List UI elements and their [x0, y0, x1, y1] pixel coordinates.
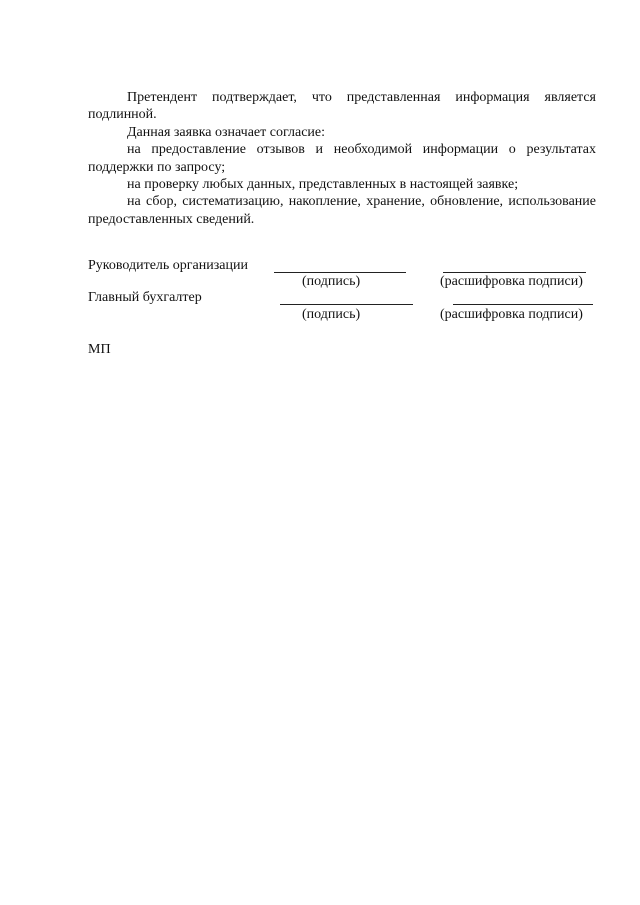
- decoding-caption-accountant: (расшифровка подписи): [440, 307, 583, 322]
- paragraph-consent-intro: Данная заявка означает согласие:: [127, 124, 326, 140]
- signature-caption-accountant: (подпись): [302, 307, 361, 322]
- signature-label-head: Руководитель организации: [88, 258, 248, 273]
- decoding-caption-head: (расшифровка подписи): [440, 274, 583, 289]
- consent-text-block: [88, 89, 596, 228]
- paragraph-consent-data-processing: на сбор, систематизацию, накопление, хранение, обновление, использование предоставленных сведений.: [88, 194, 596, 227]
- signature-line-head: [274, 272, 406, 273]
- decoding-line-head: [443, 272, 586, 273]
- signature-label-accountant: Главный бухгалтер: [88, 290, 202, 305]
- paragraph-consent-feedback: на предоставление отзывов и необходимой информации о результатах поддержки по запросу;: [88, 142, 596, 175]
- paragraph-consent-verification: на проверку любых данных, представленных в настоящей заявке;: [127, 177, 519, 193]
- signature-caption-head: (подпись): [302, 274, 361, 289]
- signature-row-accountant: [88, 290, 598, 330]
- decoding-line-accountant: [453, 304, 593, 305]
- stamp-place-label: МП: [88, 342, 111, 357]
- signature-line-accountant: [280, 304, 413, 305]
- paragraph-authenticity: Претендент подтверждает, что представленная информация является подлинной.: [88, 90, 596, 123]
